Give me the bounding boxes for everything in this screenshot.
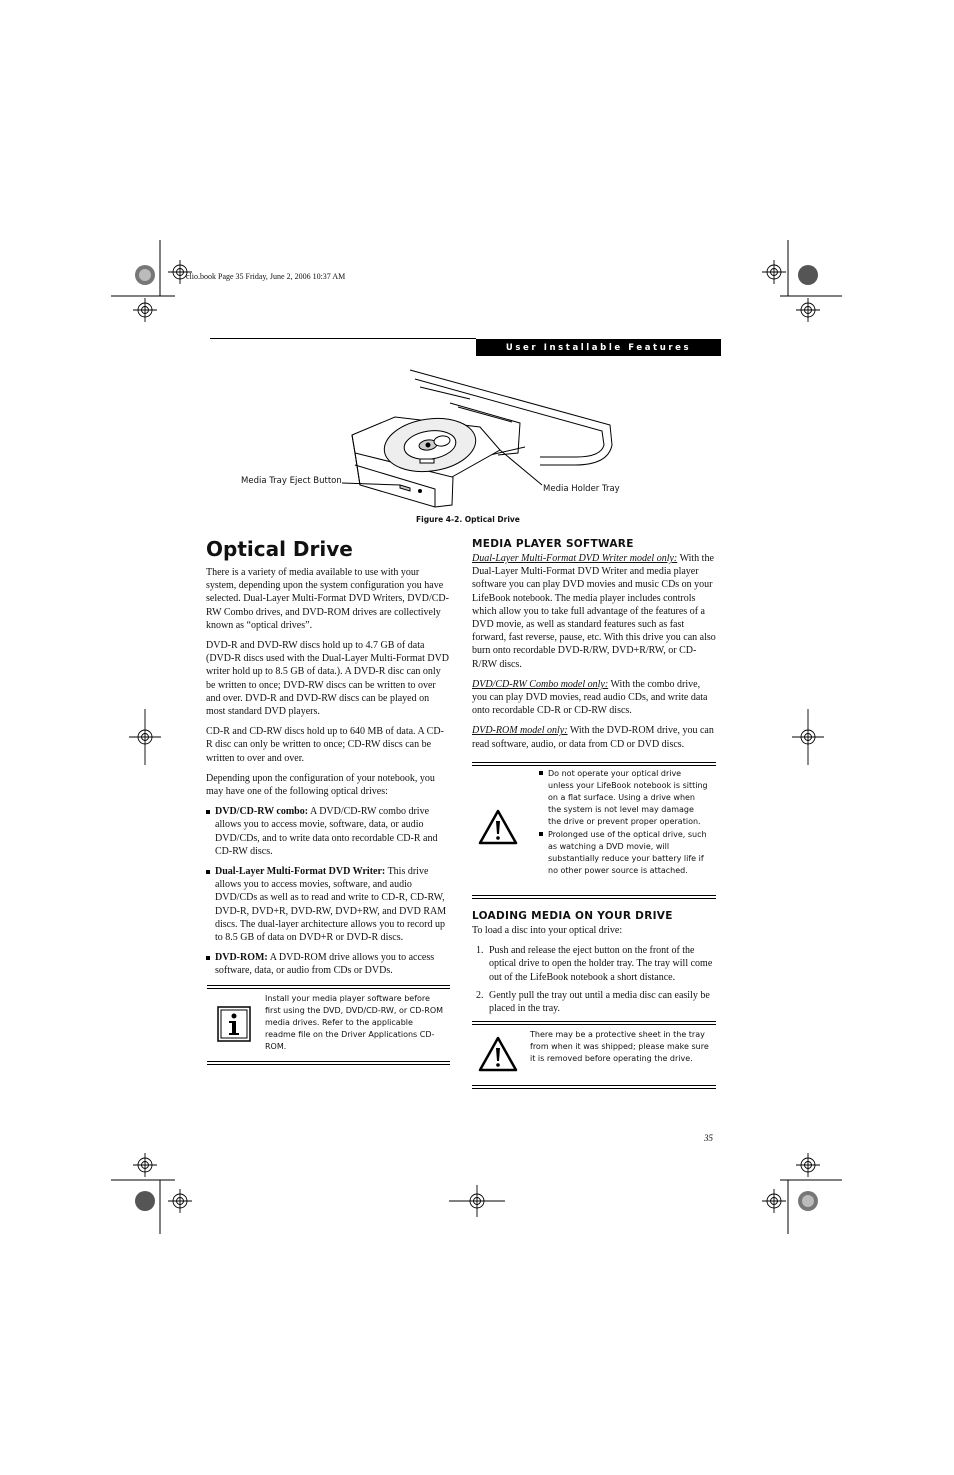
print-slug: clio.book Page 35 Friday, June 2, 2006 10:37 AM	[186, 272, 346, 281]
media-player-paragraph-1: Dual-Layer Multi-Format DVD Writer model only: With the Dual-Layer Multi-Format DVD Writer and media player software you can play DVD movies and music CDs on your LifeBook notebook. The media player includes controls which allow you to take full advantage of the features of a DVD movie, as well as standard features such as fast forward, fast reverse, pause, etc. With this drive you can also burn onto recordable DVD-R/RW, DVD+R/RW, or CD-R/RW discs.	[472, 553, 716, 670]
callout-eject-button: Media Tray Eject Button	[241, 476, 342, 486]
warning-note-2-text: There may be a protective sheet in the tray from when it was shipped; please make sure it is removed before operating the drive.	[530, 1030, 709, 1063]
dvd-capacity-paragraph: DVD-R and DVD-RW discs hold up to 4.7 GB of data (DVD-R discs used with the Dual-Layer Multi-Format DVD writer hold up to 8.5 GB of data.). A DVD-R disc can only be written to once; DVD-RW discs can be written to over and over. DVD-R and DVD-RW discs can be played on most standard DVD players.	[206, 640, 450, 718]
info-note	[207, 985, 450, 1065]
list-item: 1. Push and release the eject button on the front of the optical drive to open the holder tray. The tray will come out of the LifeBook notebook a short distance.	[476, 945, 713, 983]
running-header: User Installable Features	[476, 339, 721, 356]
section-title: Optical Drive	[206, 537, 353, 561]
drive-options-paragraph: Depending upon the configuration of your notebook, you may have one of the following optical drives:	[206, 772, 435, 798]
page-number: 35	[704, 1133, 713, 1143]
header-rule	[210, 338, 476, 339]
loading-section	[472, 910, 717, 1020]
list-item: Dual-Layer Multi-Format DVD Writer: This drive allows you to access movies, software, and audio DVD/CDs as well as to read and write to CD-R, CD-RW, DVD-R, DVD+R, DVD-RW, DVD+RW, and DVD RAM discs. The dual-layer architecture allows you to record up to 8.5 GB of data on DVD+R or DVD-R discs.	[206, 865, 450, 944]
list-item: Do not operate your optical drive unless your LifeBook notebook is sitting on a flat surface. Using a drive when the system is not level may damage the drive or prevent proper operation.	[539, 768, 709, 828]
list-item: DVD/CD-RW combo: A DVD/CD-RW combo drive allows you to access movie, software, data, or audio DVD/CDs, and to write data onto recordable CD-R and CD-RW discs.	[206, 805, 450, 858]
warning-icon	[478, 1036, 518, 1072]
loading-intro: To load a disc into your optical drive:	[472, 925, 623, 936]
heading-media-player-software: MEDIA PLAYER SOFTWARE	[472, 538, 634, 550]
media-player-paragraph-2: DVD/CD-RW Combo model only: With the combo drive, you can play DVD movies, read audio CDs, and write data onto recordable CD-R or CD-RW discs.	[472, 678, 708, 717]
list-item: Prolonged use of the optical drive, such as watching a DVD movie, will substantially reduce your battery life if no other power source is attached.	[539, 829, 709, 877]
drive-types-list	[206, 805, 450, 977]
loading-steps	[472, 944, 717, 1015]
list-item: 2. Gently pull the tray out until a media disc can easily be placed in the tray.	[476, 989, 710, 1015]
warning-note-1-text	[539, 768, 709, 878]
right-column	[472, 538, 717, 758]
intro-paragraph: There is a variety of media available to use with your system, depending upon the system configuration you have selected. Dual-Layer Multi-Format DVD Writers, DVD/CD-RW Combo drives, and DVD-ROM drives are collectively known as “optical drives”.	[206, 567, 449, 631]
media-player-paragraph-3: DVD-ROM model only: With the DVD-ROM drive, you can read software, audio, or data from CD or DVD discs.	[472, 725, 714, 750]
warning-note-1	[472, 762, 716, 899]
callout-media-holder-tray: Media Holder Tray	[543, 484, 620, 494]
warning-note-2	[472, 1021, 716, 1089]
cd-capacity-paragraph: CD-R and CD-RW discs hold up to 640 MB of data. A CD-R disc can only be written to once; CD-RW discs can be written to over and over.	[206, 726, 444, 764]
warning-icon	[478, 809, 518, 845]
left-column	[206, 537, 450, 985]
list-item: DVD-ROM: A DVD-ROM drive allows you to access software, data, or audio from CDs or DVDs.	[206, 951, 450, 977]
heading-loading-media: LOADING MEDIA ON YOUR DRIVE	[472, 910, 673, 922]
figure-caption: Figure 4-2. Optical Drive	[416, 515, 520, 524]
info-icon	[217, 1006, 251, 1042]
info-note-text: Install your media player software before first using the DVD, DVD/CD-RW, or CD-ROM media drives. Refer to the applicable readme file on the Driver Applications CD-ROM.	[265, 994, 444, 1051]
